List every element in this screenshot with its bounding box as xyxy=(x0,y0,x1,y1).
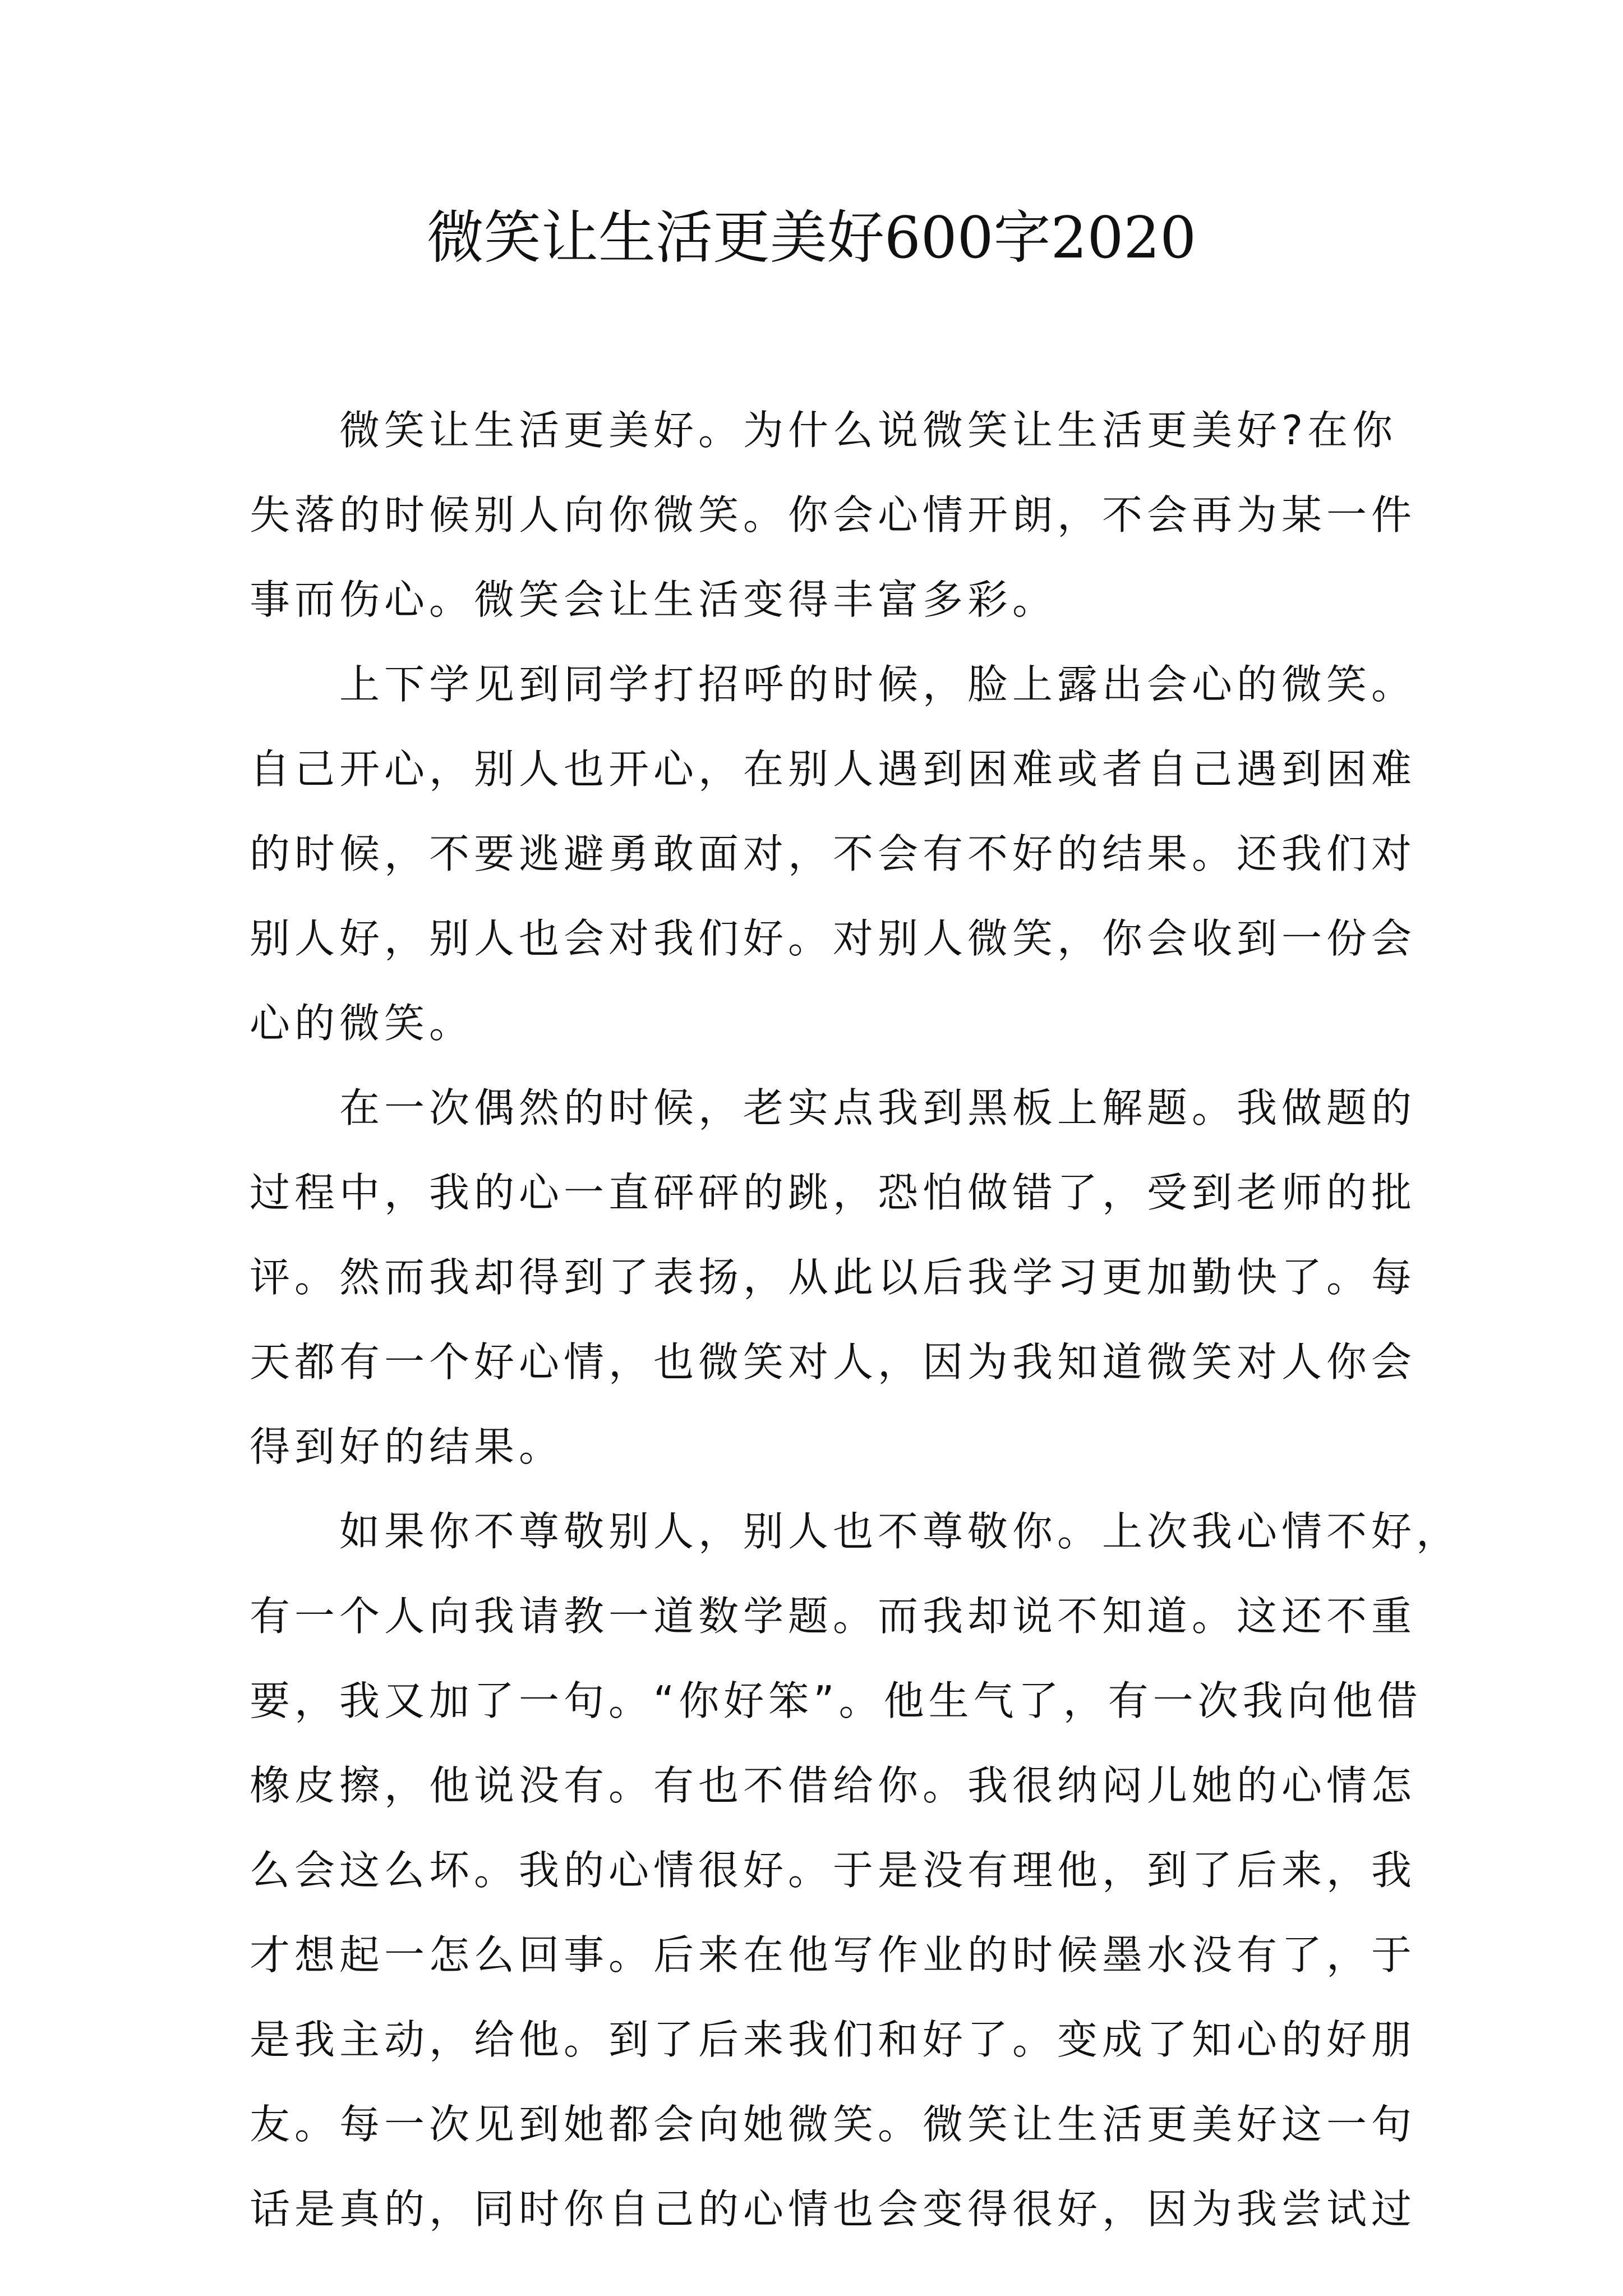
text-line: 失落的时候别人向你微笑。你会心情开朗，不会再为某一件 xyxy=(250,491,1417,539)
text-line: 话是真的，同时你自己的心情也会变得很好，因为我尝试过 xyxy=(250,2185,1417,2233)
text-line: 友。每一次见到她都会向她微笑。微笑让生活更美好这一句 xyxy=(250,2101,1417,2148)
text-line: 上下学见到同学打招呼的时候，脸上露出会心的微笑。 xyxy=(339,661,1417,708)
document-title: 微笑让生活更美好600字2020 xyxy=(426,205,1197,272)
text-line: 心的微笑。 xyxy=(250,1000,474,1047)
text-line: 才想起一怎么回事。后来在他写作业的时候墨水没有了，于 xyxy=(250,1931,1417,1978)
text-line: 有一个人向我请教一道数学题。而我却说不知道。这还不重 xyxy=(250,1593,1417,1640)
text-line: 评。然而我却得到了表扬，从此以后我学习更加勤快了。每 xyxy=(250,1254,1417,1301)
text-line: 天都有一个好心情，也微笑对人，因为我知道微笑对人你会 xyxy=(250,1338,1417,1386)
text-line: 是我主动，给他。到了后来我们和好了。变成了知心的好朋 xyxy=(250,2016,1417,2063)
text-line: 别人好，别人也会对我们好。对别人微笑，你会收到一份会 xyxy=(250,915,1417,962)
text-line: 在一次偶然的时候，老实点我到黑板上解题。我做题的 xyxy=(339,1084,1417,1131)
text-line: 如果你不尊敬别人，别人也不尊敬你。上次我心情不好， xyxy=(339,1508,1461,1555)
text-line: 微笑让生活更美好。为什么说微笑让生活更美好?在你 xyxy=(339,407,1398,454)
text-line: 要，我又加了一句。“你好笨”。他生气了，有一次我向他借 xyxy=(250,1677,1422,1724)
text-line: 事而伤心。微笑会让生活变得丰富多彩。 xyxy=(250,576,1058,623)
text-line: 的时候，不要逃避勇敢面对，不会有不好的结果。还我们对 xyxy=(250,830,1417,877)
text-line: 自己开心，别人也开心，在别人遇到困难或者自己遇到困难 xyxy=(250,746,1417,793)
text-line: 过程中，我的心一直砰砰的跳，恐怕做错了，受到老师的批 xyxy=(250,1169,1417,1216)
document-body xyxy=(250,388,1461,2252)
text-line: 么会这么坏。我的心情很好。于是没有理他，到了后来，我 xyxy=(250,1847,1417,1894)
text-line: 得到好的结果。 xyxy=(250,1423,564,1470)
text-line: 橡皮擦，他说没有。有也不借给你。我很纳闷儿她的心情怎 xyxy=(250,1762,1417,1809)
